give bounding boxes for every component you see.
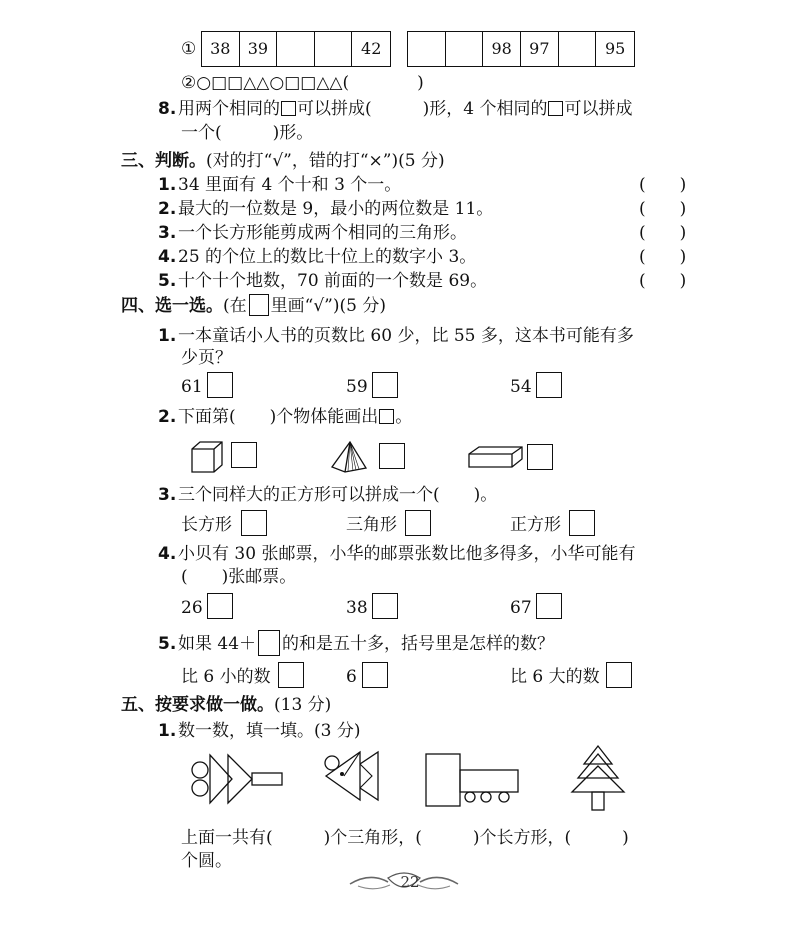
answer-box[interactable] bbox=[207, 372, 233, 398]
answer-box[interactable] bbox=[606, 662, 632, 688]
section-title: 三、判断。 bbox=[121, 151, 206, 171]
option-label: 61 bbox=[181, 377, 203, 397]
answer-blank-box[interactable] bbox=[258, 630, 280, 656]
answer-paren[interactable]: ( ) bbox=[639, 199, 687, 219]
option-label: 54 bbox=[510, 377, 532, 397]
option-label: 6 bbox=[346, 667, 357, 687]
question-number: 1. bbox=[158, 721, 177, 741]
shape-figure-2-fish bbox=[322, 750, 384, 806]
section-note: (13 分) bbox=[274, 695, 332, 715]
blank-cell[interactable] bbox=[446, 32, 484, 66]
answer-paren[interactable]: ( ) bbox=[639, 271, 687, 291]
pyramid-icon bbox=[330, 440, 370, 474]
question-number: 5. bbox=[158, 271, 177, 291]
question-text: 小贝有 30 张邮票，小华的邮票张数比他多得多，小华可能有 bbox=[178, 544, 636, 564]
choice-q1-line-1 bbox=[158, 325, 634, 347]
question-text: 下面第( )个物体能画出 bbox=[178, 407, 379, 427]
task-q1-answer-line-1: 上面一共有( )个三角形，( )个长方形，( ) bbox=[181, 828, 629, 848]
question-8-line-2: 一个( )形。 bbox=[181, 123, 314, 143]
question-text: 。 bbox=[395, 407, 413, 427]
choice-q4-line-1 bbox=[158, 543, 635, 565]
seq-marker-2: ② bbox=[181, 73, 197, 93]
choice-q3 bbox=[158, 484, 497, 506]
shape-pattern: ○□□△△○□□△△ bbox=[196, 73, 343, 93]
question-number: 2. bbox=[158, 199, 177, 219]
blank-cell[interactable] bbox=[559, 32, 597, 66]
section-title: 五、按要求做一做。 bbox=[121, 695, 274, 715]
answer-box[interactable] bbox=[362, 662, 388, 688]
question-8-line-1 bbox=[158, 98, 632, 120]
question-text: 34 里面有 4 个十和 3 个一。 bbox=[178, 175, 402, 195]
page-number: 22 bbox=[400, 873, 420, 891]
shape-figure-4-tree bbox=[566, 744, 630, 814]
question-number: 5. bbox=[158, 634, 177, 654]
answer-box[interactable] bbox=[379, 443, 405, 469]
square-icon bbox=[548, 101, 563, 116]
seq-marker-1: ① bbox=[181, 39, 197, 59]
option-label: 比 6 小的数 bbox=[181, 667, 271, 687]
cube-icon bbox=[190, 440, 226, 474]
number-cell: 98 bbox=[483, 32, 521, 66]
answer-box[interactable] bbox=[405, 510, 431, 536]
judgment-item bbox=[158, 270, 487, 292]
answer-paren[interactable]: ( ) bbox=[639, 175, 687, 195]
option-label: 三角形 bbox=[346, 515, 397, 535]
answer-box[interactable] bbox=[569, 510, 595, 536]
section-4-heading bbox=[121, 294, 386, 317]
task-q1 bbox=[158, 720, 360, 742]
judgment-item bbox=[158, 198, 493, 220]
answer-box[interactable] bbox=[372, 372, 398, 398]
question-text: 三个同样大的正方形可以拼成一个( )。 bbox=[178, 485, 498, 505]
answer-box[interactable] bbox=[527, 444, 553, 470]
question-text: 一个长方形能剪成两个相同的三角形。 bbox=[178, 223, 467, 243]
task-q1-answer-line-2: 个圆。 bbox=[181, 851, 232, 871]
number-cell: 38 bbox=[202, 32, 240, 66]
number-cell: 95 bbox=[605, 39, 626, 58]
question-number: 3. bbox=[158, 485, 177, 505]
question-number: 3. bbox=[158, 223, 177, 243]
choice-q5 bbox=[158, 630, 554, 656]
option-label: 26 bbox=[181, 598, 203, 618]
blank-cell[interactable] bbox=[315, 32, 353, 66]
choice-q4-line-2: ( )张邮票。 bbox=[181, 567, 297, 587]
question-number: 4. bbox=[158, 544, 177, 564]
question-number: 2. bbox=[158, 407, 177, 427]
option-label: 67 bbox=[510, 598, 532, 618]
question-text: 一本童话小人书的页数比 60 少，比 55 多，这本书可能有多 bbox=[178, 326, 634, 346]
answer-box[interactable] bbox=[278, 662, 304, 688]
judgment-item bbox=[158, 246, 476, 268]
choice-q1-line-2: 少页？ bbox=[181, 348, 232, 368]
number-sequence-left bbox=[201, 31, 391, 67]
section-3-heading bbox=[121, 150, 445, 172]
question-text: 如果 44＋ bbox=[178, 634, 257, 654]
question-number: 1. bbox=[158, 326, 177, 346]
question-text: 可以拼成( )形，4 个相同的 bbox=[297, 99, 548, 119]
shape-figure-3-truck bbox=[424, 752, 524, 808]
section-note: 里画“√”)(5 分) bbox=[270, 296, 386, 316]
question-text: 数一数，填一填。(3 分) bbox=[178, 721, 361, 741]
answer-paren[interactable]: ( ) bbox=[639, 223, 687, 243]
section-note: (在 bbox=[223, 296, 247, 316]
square-icon bbox=[379, 409, 394, 424]
answer-paren[interactable]: ( ) bbox=[342, 73, 424, 93]
cuboid-icon bbox=[467, 445, 525, 471]
option-label: 正方形 bbox=[510, 515, 561, 535]
section-title: 四、选一选。 bbox=[121, 296, 223, 316]
answer-box[interactable] bbox=[536, 372, 562, 398]
question-number: 1. bbox=[158, 175, 177, 195]
question-number: 8. bbox=[158, 99, 177, 119]
answer-box[interactable] bbox=[241, 510, 267, 536]
judgment-item bbox=[158, 222, 467, 244]
question-text: 25 的个位上的数比十位上的数字小 3。 bbox=[178, 247, 477, 267]
answer-box[interactable] bbox=[372, 593, 398, 619]
answer-box[interactable] bbox=[207, 593, 233, 619]
shape-pattern-row bbox=[181, 72, 424, 94]
question-number: 4. bbox=[158, 247, 177, 267]
question-text: 十个十个地数，70 前面的一个数是 69。 bbox=[178, 271, 488, 291]
number-sequence-right bbox=[407, 31, 635, 67]
number-cell: 97 bbox=[521, 32, 559, 66]
number-cell: 42 bbox=[361, 39, 382, 58]
answer-box-icon bbox=[249, 294, 269, 316]
judgment-item bbox=[158, 174, 401, 196]
question-text: 可以拼成 bbox=[564, 99, 633, 119]
choice-q2 bbox=[158, 406, 412, 428]
question-text: 最大的一位数是 9，最小的两位数是 11。 bbox=[178, 199, 494, 219]
question-text: 用两个相同的 bbox=[178, 99, 280, 119]
answer-paren[interactable]: ( ) bbox=[639, 247, 687, 267]
square-icon bbox=[281, 101, 296, 116]
shape-figure-1 bbox=[190, 752, 290, 808]
answer-box[interactable] bbox=[231, 442, 257, 468]
answer-box[interactable] bbox=[536, 593, 562, 619]
blank-cell[interactable] bbox=[408, 32, 446, 66]
option-label: 比 6 大的数 bbox=[510, 667, 600, 687]
number-cell: 39 bbox=[240, 32, 278, 66]
option-label: 59 bbox=[346, 377, 368, 397]
question-text: 的和是五十多，括号里是怎样的数？ bbox=[282, 634, 555, 654]
option-label: 38 bbox=[346, 598, 368, 618]
section-note: (对的打“√”，错的打“×”)(5 分) bbox=[206, 151, 445, 171]
blank-cell[interactable] bbox=[277, 32, 315, 66]
option-label: 长方形 bbox=[181, 515, 232, 535]
section-5-heading bbox=[121, 694, 331, 716]
